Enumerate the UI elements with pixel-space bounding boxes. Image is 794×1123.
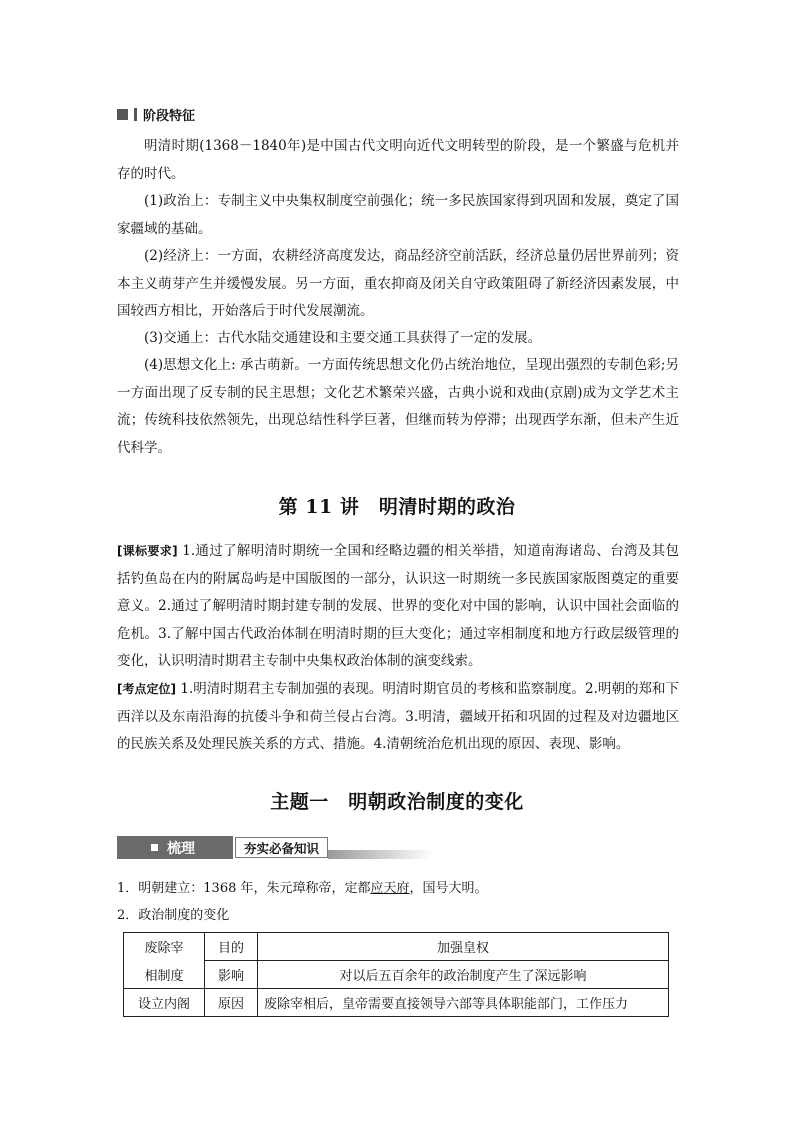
table-row [124,933,669,961]
banner-fade-bar [328,850,433,859]
requirements-tag: [课标要求] [117,544,178,558]
curriculum-requirements [117,538,679,676]
banner-dark-label: 梳理 [167,840,195,857]
table-cell: 废除宰相后，皇帝需要直接领导六部等具体职能部门，工作压力 [258,989,669,1017]
politics-paragraph: (1)政治上：专制主义中央集权制度空前强化；统一多民族国家得到巩固和发展，奠定了国家疆域的基础。 [117,193,679,237]
transport-paragraph: (3)交通上：古代水陆交通建设和主要交通工具获得了一定的发展。 [144,330,542,346]
topic-title: 主题一 明朝政治制度的变化 [270,791,524,813]
review-banner [117,836,433,859]
table-cell: 对以后五百余年的政治制度产生了深远影响 [258,961,669,989]
table-cell: 废除宰 [124,933,205,961]
banner-dark-tab [117,836,233,859]
list-item-1-underlined: 应天府 [370,881,410,896]
intro-paragraph: 明清时期(1368－1840年)是中国古代文明向近代文明转型的阶段，是一个繁盛与危机并存的时代。 [117,138,679,182]
bar-bullet-icon [134,108,137,121]
list-item: 2．政治制度的变化 [117,908,230,923]
banner-light-label: 夯实必备知识 [244,840,320,856]
points-text: 1.明清时期君主专制加强的表现。明清时期官员的考核和监察制度。2.明朝的郑和下西洋以及东南沿海的抗倭斗争和荷兰侵占台湾。3.明清，疆域开拓和巩固的过程及对边疆地区的民族关系及处理民族关系的方式、措施。4.清朝统治危机出现的原因、表现、影响。 [117,681,679,752]
banner-light-tab [235,837,328,858]
table-row [124,989,669,1017]
square-bullet-icon [117,109,128,120]
table-cell: 影响 [205,961,258,989]
table-cell: 原因 [205,989,258,1017]
requirements-text: 1.通过了解明清时期统一全国和经略边疆的相关举措，知道南海诸岛、台湾及其包括钓鱼岛在内的附属岛屿是中国版图的一部分，认识这一时期统一多民族国家版图奠定的重要意义。2.通过了解明清时期封建专制的发展、世界的变化对中国的影响，认识中国社会面临的危机。3.了解中国古代政治体制在明清时期的巨大变化；通过宰相制度和地方行政层级管理的变化，认识明清时期君主专制中央集权政治体制的演变线索。 [117,543,679,669]
lecture-title: 第 11 讲 明清时期的政治 [278,496,516,518]
table-row [124,961,669,989]
exam-points [117,676,679,759]
section-heading [117,105,195,124]
list-item-1-pre: 1．明朝建立：1368 年，朱元璋称帝，定都 [117,881,371,896]
economy-paragraph: (2)经济上：一方面，农耕经济高度发达，商品经济空前活跃，经济总量仍居世界前列；资本主义萌芽产生并缓慢发展。另一方面，重农抑商及闭关自守政策阻碍了新经济因素发展，中国较西方相比，开始落后于时代发展潮流。 [117,248,679,319]
points-tag: [考点定位] [117,682,177,696]
political-system-table [123,932,669,1017]
square-dot-icon [151,844,158,851]
culture-paragraph: (4)思想文化上: 承古萌新。一方面传统思想文化仍占统治地位，呈现出强烈的专制色彩;另一方面出现了反专制的民主思想；文化艺术繁荣兴盛，古典小说和戏曲(京剧)成为文学艺术主流；传统科技依然领先，出现总结性科学巨著，但继而转为停滞；出现西学东渐，但未产生近代科学。 [117,357,679,456]
table-cell: 加强皇权 [258,933,669,961]
table-cell: 目的 [205,933,258,961]
table-cell: 设立内阁 [124,989,205,1017]
list-item-1-post: ，国号大明。 [409,881,488,896]
table-cell: 相制度 [124,961,205,989]
section-heading-label: 阶段特征 [143,109,196,124]
list-item [117,879,488,899]
